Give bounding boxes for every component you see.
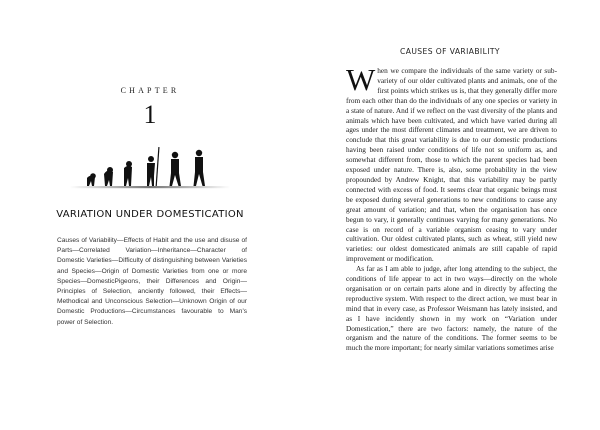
- body-text: [346, 62, 557, 353]
- section-heading: CAUSES OF VARIABILITY: [400, 47, 500, 56]
- chapter-synopsis: Causes of Variability—Effects of Habit and the use and disuse of Parts—Correlated Variation—Inheritance—Character of Domestic Varieties—Difficulty of distinguishing between Varieties and Species—Origin of Domestic Varieties from one or more Species—DomesticPigeons, their Differences and Origin—Principles of Selection, anciently followed, their Effects—Methodical and Unconscious Selection—Unknown Origin of our Domestic Productions—Circumstances favourable to Man's power of Selection.: [57, 237, 247, 326]
- chapter-title: VARIATION UNDER DOMESTICATION: [56, 209, 244, 220]
- chapter-number: 1: [143, 100, 157, 129]
- evolution-silhouette-icon: [70, 140, 230, 195]
- chapter-label: CHAPTER: [120, 86, 180, 95]
- paragraph: [346, 62, 557, 264]
- drop-cap: W: [346, 62, 376, 97]
- paragraph-text: hen we compare the individuals of the same variety or sub-variety of our older cultivated plants and animals, one of the first points which strikes us is, that they generally differ more from each other than do the individuals of any one species or variety in a state of nature. And if we reflect on the vast diversity of the plants and animals which have been cultivated, and which have varied during all ages under the most different climates and treatment, we are driven to conclude that this great variability is due to our domestic productions having been raised under conditions of life not so uniform as, and somewhat different from, those to which the parent species had been exposed under nature. There is, also, some probability in the view propounded by Andrew Knight, that this variability may be partly connected with excess of food. It seems clear that organic beings must be exposed during several generations to new conditions to cause any great amount of variation; and that, when the organisation has once begun to vary, it generally continues varying for many generations. No case is on record of a variable organism ceasing to vary under cultivation. Our oldest cultivated plants, such as wheat, still yield new varieties: our oldest domesticated animals are still capable of rapid improvement or modification.: [346, 66, 557, 264]
- right-page: [300, 0, 600, 430]
- paragraph: As far as I am able to judge, after long attending to the subject, the conditions of life appear to act in two ways—directly on the whole organisation or on certain parts alone and in directly by affecting the reproductive system. With respect to the direct action, we must bear in mind that in every case, as Professor Weismann has lately insisted, and as I have incidently shown in my work on “Variation under Domestication,” there are two factors: namely, the nature of the organism and the nature of the conditions. The former seems to be much the more important; for nearly similar variations sometimes arise: [346, 264, 557, 353]
